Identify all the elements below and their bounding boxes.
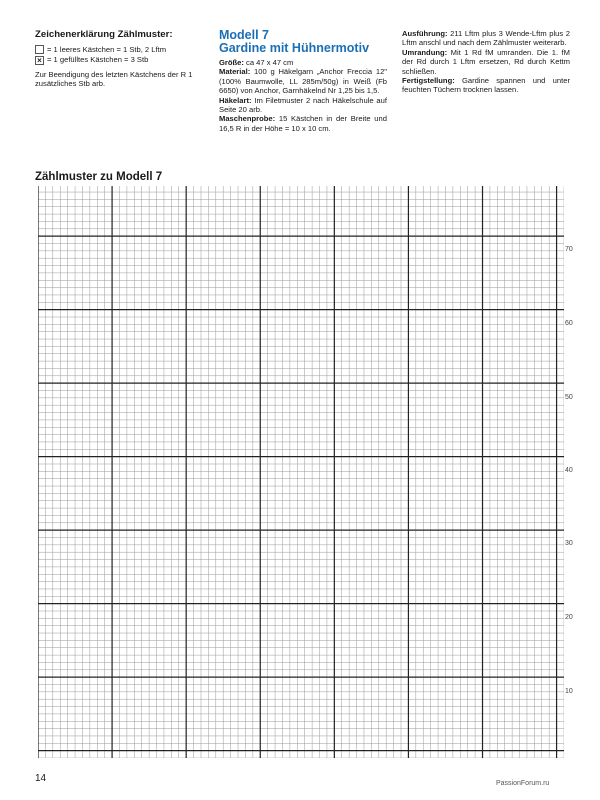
row-number-10: 10 [565, 688, 573, 695]
legend-section [35, 29, 200, 89]
chart-title: Zählmuster zu Modell 7 [35, 171, 163, 183]
item-text: 211 Lftm plus 3 Wende-Lftm plus 2 Lftm anschl und nach dem Zählmuster weiterarb. [402, 29, 570, 48]
model-title: Modell 7 [219, 28, 270, 42]
row-number-20: 20 [565, 614, 573, 621]
item-label: Fertigstellung: [402, 76, 455, 86]
model-subtitle: Gardine mit Hühnermotiv [219, 41, 370, 55]
item-text: Mit 1 Rd fM umranden. Die 1. fM der Rd durch 1 Lftm ersetzen, Rd durch Kettm schließen. [402, 47, 570, 76]
model-item [219, 58, 387, 67]
item-label: Material: [219, 67, 251, 77]
item-text: Im Filetmuster 2 nach Häkelschule auf Seite 20 arb. [219, 95, 387, 115]
legend-note: Zur Beendigung des letzten Kästchens der R 1 zusätzliches Stb arb. [35, 69, 193, 89]
item-text: 15 Kästchen in der Breite und 16,5 R in der Höhe = 10 x 10 cm. [219, 114, 387, 133]
item-label: Maschenprobe: [219, 114, 276, 124]
instruction-item [402, 29, 570, 48]
filled-box-icon: × [35, 56, 44, 65]
model-item [219, 114, 387, 133]
model-item [219, 96, 387, 115]
legend-filled-text: = 1 gefülltes Kästchen = 3 Stb [47, 55, 149, 65]
legend-empty-text: = 1 leeres Kästchen = 1 Stb, 2 Lftm [47, 45, 167, 54]
row-number-30: 30 [565, 540, 573, 547]
legend-heading: Zeichenerklärung Zählmuster: [35, 29, 173, 40]
grid-major-lines [38, 186, 564, 758]
watermark: PassionForum.ru [496, 780, 550, 787]
legend-empty-row [35, 45, 200, 54]
model-section [219, 29, 387, 133]
item-label: Größe: [219, 58, 244, 67]
item-text: 100 g Häkelgarn „Anchor Freccia 12" (100% Baumwolle, LL 285m/50g) in Weiß (Fb 6650) von Anchor, Garnhäkelnd Nr 1,25 bis 1,5. [219, 67, 387, 96]
instruction-item [402, 76, 570, 95]
grid-minor-lines [38, 186, 564, 758]
item-label: Umrandung: [402, 47, 448, 57]
row-number-40: 40 [565, 467, 573, 474]
model-item [219, 67, 387, 95]
page-number: 14 [35, 773, 47, 784]
row-number-50: 50 [565, 394, 573, 401]
item-label: Ausführung: [402, 29, 448, 38]
empty-box-icon [35, 45, 44, 54]
row-number-70: 70 [565, 246, 573, 253]
instructions-section [402, 29, 570, 95]
item-text: ca 47 x 47 cm [246, 58, 294, 67]
pattern-grid [38, 186, 564, 758]
item-text: Gardine spannen und unter feuchten Tüchern trocknen lassen. [402, 76, 570, 95]
item-label: Häkelart: [219, 95, 252, 105]
row-number-60: 60 [565, 320, 573, 327]
legend-filled-row [35, 55, 200, 64]
instruction-item [402, 48, 570, 76]
